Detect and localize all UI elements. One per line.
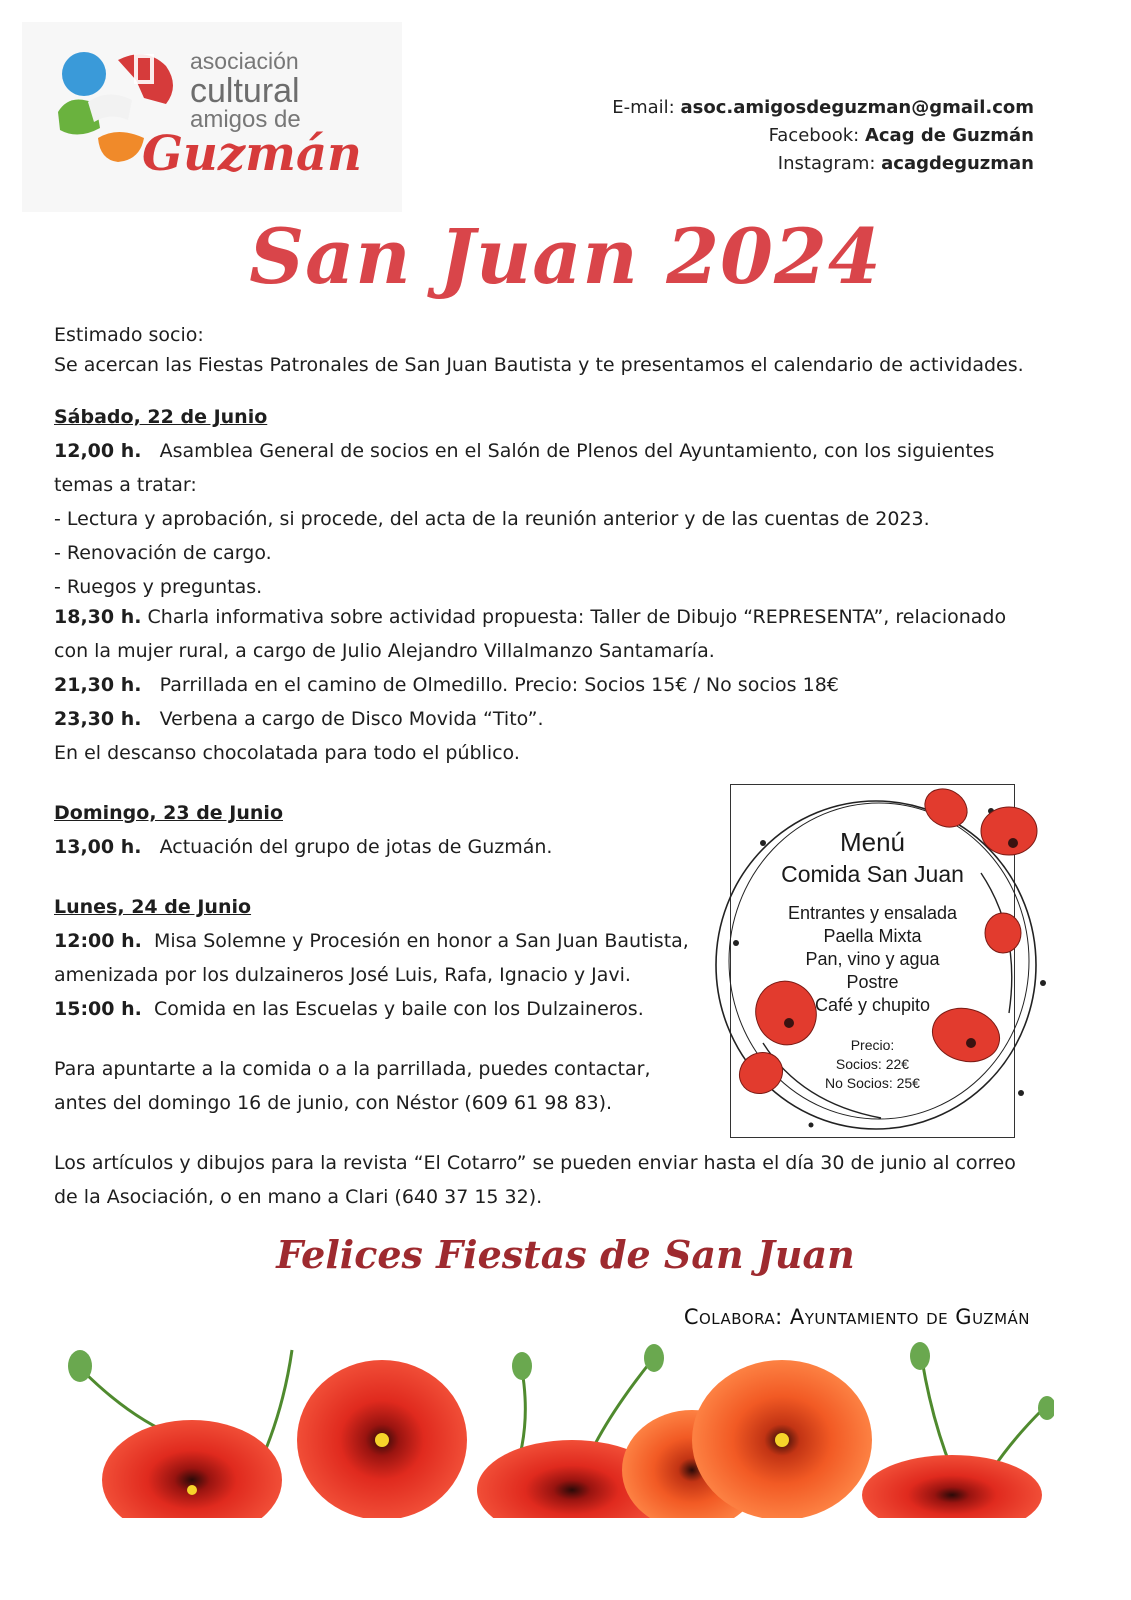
poppy-banner-icon <box>52 1330 1054 1518</box>
schedule-line: amenizada por los dulzaineros José Luis, Rafa, Ignacio y Javi. <box>54 964 631 986</box>
menu-item: Café y chupito <box>814 995 931 1015</box>
schedule-line <box>54 830 552 864</box>
instagram-label: Instagram: <box>777 153 882 174</box>
menu-title: Menú <box>839 827 906 857</box>
schedule-text: Charla informativa sobre actividad propuesta: Taller de Dibujo “REPRESENTA”, relacionado <box>147 606 1007 628</box>
schedule-text: Verbena a cargo de Disco Movida “Tito”. <box>159 708 544 730</box>
intro-greeting: Estimado socio: <box>54 324 204 346</box>
schedule-time: 12:00 h. <box>54 930 142 952</box>
email-label: E-mail: <box>612 97 681 118</box>
menu-price-no-socios: No Socios: 25€ <box>825 1075 920 1091</box>
menu-item: Pan, vino y agua <box>805 949 940 969</box>
schedule-line: - Lectura y aprobación, si procede, del acta de la reunión anterior y de las cuentas de 2023. <box>54 508 930 530</box>
sponsor-line: Colabora: Ayuntamiento de Guzmán <box>683 1305 1030 1329</box>
day-heading-saturday: Sábado, 22 de Junio <box>54 406 268 428</box>
menu-price-label: Precio: <box>850 1037 895 1053</box>
menu-card <box>730 784 1015 1138</box>
schedule-line <box>54 434 994 468</box>
closing-greeting: Felices Fiestas de San Juan <box>276 1232 855 1277</box>
contact-email-row <box>612 94 1034 122</box>
schedule-line <box>54 992 644 1026</box>
intro-text: Se acercan las Fiestas Patronales de San Juan Bautista y te presentamos el calendario de actividades. <box>54 354 1024 376</box>
menu-subtitle: Comida San Juan <box>781 861 964 887</box>
schedule-line <box>54 702 543 736</box>
contact-instagram-row <box>612 150 1034 178</box>
instagram-link[interactable]: acagdeguzman <box>881 153 1034 174</box>
contact-facebook-row <box>612 122 1034 150</box>
schedule-line: con la mujer rural, a cargo de Julio Alejandro Villalmanzo Santamaría. <box>54 640 715 662</box>
contact-info <box>612 94 1034 178</box>
schedule-line <box>54 924 689 958</box>
menu-item: Paella Mixta <box>823 926 922 946</box>
menu-item: Entrantes y ensalada <box>787 903 958 923</box>
logo-line-3: amigos de <box>190 106 301 133</box>
schedule-time: 13,00 h. <box>54 836 142 858</box>
menu-price-socios: Socios: 22€ <box>835 1056 910 1072</box>
schedule-time: 15:00 h. <box>54 998 142 1020</box>
signup-line-2: antes del domingo 16 de junio, con Néstor (609 61 98 83). <box>54 1092 613 1114</box>
logo-line-4: Guzmán <box>142 126 362 182</box>
schedule-text: Actuación del grupo de jotas de Guzmán. <box>159 836 553 858</box>
facebook-link[interactable]: Acag de Guzmán <box>864 125 1034 146</box>
email-link[interactable]: asoc.amigosdeguzman@gmail.com <box>680 97 1034 118</box>
schedule-time: 23,30 h. <box>54 708 142 730</box>
schedule-time: 21,30 h. <box>54 674 142 696</box>
schedule-time: 18,30 h. <box>54 606 142 628</box>
schedule-text: Asamblea General de socios en el Salón de Plenos del Ayuntamiento, con los siguientes <box>159 440 995 462</box>
signup-line-1: Para apuntarte a la comida o a la parrillada, puedes contactar, <box>54 1058 651 1080</box>
schedule-text: Misa Solemne y Procesión en honor a San Juan Bautista, <box>153 930 689 952</box>
page-title: San Juan 2024 <box>249 212 882 301</box>
schedule-line: - Ruegos y preguntas. <box>54 576 263 598</box>
articles-line-2: de la Asociación, o en mano a Clari (640 37 15 32). <box>54 1186 543 1208</box>
schedule-text: Comida en las Escuelas y baile con los Dulzaineros. <box>153 998 644 1020</box>
schedule-text: Parrillada en el camino de Olmedillo. Precio: Socios 15€ / No socios 18€ <box>159 674 839 696</box>
schedule-line <box>54 668 839 702</box>
day-heading-monday: Lunes, 24 de Junio <box>54 896 252 918</box>
logo-line-2: cultural <box>190 72 300 110</box>
facebook-label: Facebook: <box>768 125 865 146</box>
day-heading-sunday: Domingo, 23 de Junio <box>54 802 283 824</box>
logo-line-1: asociación <box>190 48 299 74</box>
logo <box>22 22 402 212</box>
articles-line-1: Los artículos y dibujos para la revista “El Cotarro” se pueden enviar hasta el día 30 de junio al correo <box>54 1152 1016 1174</box>
schedule-time: 12,00 h. <box>54 440 142 462</box>
schedule-line: - Renovación de cargo. <box>54 542 272 564</box>
schedule-line: temas a tratar: <box>54 474 197 496</box>
schedule-line: En el descanso chocolatada para todo el público. <box>54 742 520 764</box>
menu-item: Postre <box>846 972 899 992</box>
schedule-line <box>54 600 1006 634</box>
